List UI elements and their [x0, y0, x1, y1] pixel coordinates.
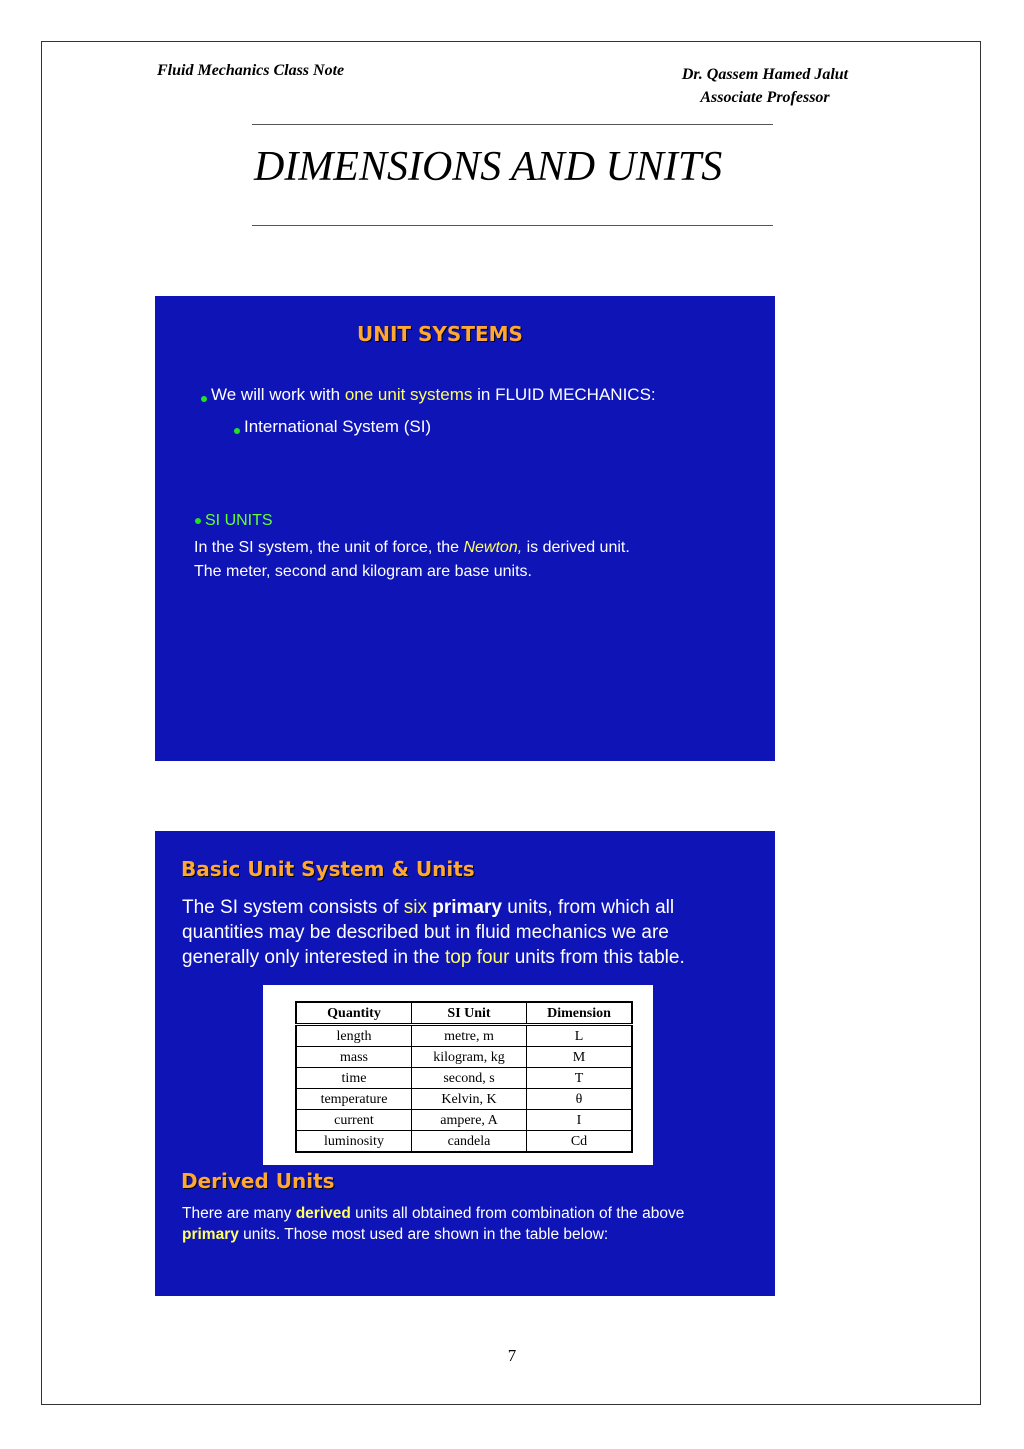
page-title: DIMENSIONS AND UNITS — [254, 144, 723, 190]
bullet1-highlight: one unit systems — [344, 385, 473, 404]
table-header: Quantity — [296, 1002, 412, 1025]
si-units-table — [295, 1001, 633, 1153]
slide1-bullet3 — [195, 512, 273, 530]
table-cell: L — [527, 1025, 633, 1047]
table-cell: second, s — [412, 1068, 527, 1089]
header-course-title: Fluid Mechanics Class Note — [157, 62, 345, 79]
slide1-line1: In the SI system, the unit of force, the Newton, is derived unit. — [194, 539, 630, 556]
table-cell: temperature — [296, 1089, 412, 1110]
table-header-row — [296, 1002, 632, 1025]
derived-line2: primary units. Those most used are shown in the table below: — [182, 1226, 609, 1243]
bullet-dot-icon — [195, 518, 201, 524]
table-row — [296, 1089, 632, 1110]
table-cell: T — [527, 1068, 633, 1089]
table-cell: M — [527, 1047, 633, 1068]
bullet-dot-icon — [234, 428, 240, 434]
table-cell: Cd — [527, 1131, 633, 1153]
slide1-title: UNIT SYSTEMS — [357, 322, 523, 346]
table-cell: luminosity — [296, 1131, 412, 1153]
table-cell: θ — [527, 1089, 633, 1110]
page-number: 7 — [507, 1346, 517, 1365]
title-top-rule — [252, 124, 773, 125]
table-cell: kilogram, kg — [412, 1047, 527, 1068]
slide-basic-units — [155, 831, 775, 1296]
slide2-para-line3: generally only interested in the top four units from this table. — [182, 947, 685, 968]
slide2-title: Basic Unit System & Units — [181, 857, 475, 881]
bullet2-text: International System (SI) — [244, 417, 432, 436]
derived-line1: There are many derived units all obtained from combination of the above — [182, 1205, 685, 1222]
slide2-para-line1: The SI system consists of six primary units, from which all — [182, 897, 675, 918]
table-header: Dimension — [527, 1002, 633, 1025]
table-cell: metre, m — [412, 1025, 527, 1047]
title-bottom-rule — [252, 225, 773, 226]
newton-highlight: Newton, — [463, 539, 523, 556]
header-position: Associate Professor — [700, 89, 830, 106]
table-row — [296, 1047, 632, 1068]
table-row — [296, 1131, 632, 1153]
table-cell: candela — [412, 1131, 527, 1153]
table-header: SI Unit — [412, 1002, 527, 1025]
header-author-block — [640, 63, 890, 109]
table-cell: current — [296, 1110, 412, 1131]
table-cell: I — [527, 1110, 633, 1131]
slide1-bullet1 — [201, 385, 656, 405]
bullet1-text: We will work with — [211, 385, 345, 404]
table-cell: mass — [296, 1047, 412, 1068]
header-author: Dr. Qassem Hamed Jalut — [681, 66, 849, 83]
table-cell: ampere, A — [412, 1110, 527, 1131]
bullet-dot-icon — [201, 396, 207, 402]
table-row — [296, 1068, 632, 1089]
slide1-bullet2 — [234, 417, 431, 437]
si-units-table-box — [263, 985, 653, 1165]
table-row — [296, 1110, 632, 1131]
derived-units-title: Derived Units — [181, 1169, 335, 1193]
table-cell: length — [296, 1025, 412, 1047]
slide1-line2: The meter, second and kilogram are base units. — [194, 563, 532, 580]
bullet1-text-end: in FLUID MECHANICS: — [472, 385, 656, 404]
slide-unit-systems — [155, 296, 775, 761]
bullet3-text: SI UNITS — [205, 512, 273, 529]
slide2-para-line2: quantities may be described but in fluid mechanics we are — [182, 922, 669, 943]
table-row — [296, 1025, 632, 1047]
table-cell: time — [296, 1068, 412, 1089]
table-cell: Kelvin, K — [412, 1089, 527, 1110]
